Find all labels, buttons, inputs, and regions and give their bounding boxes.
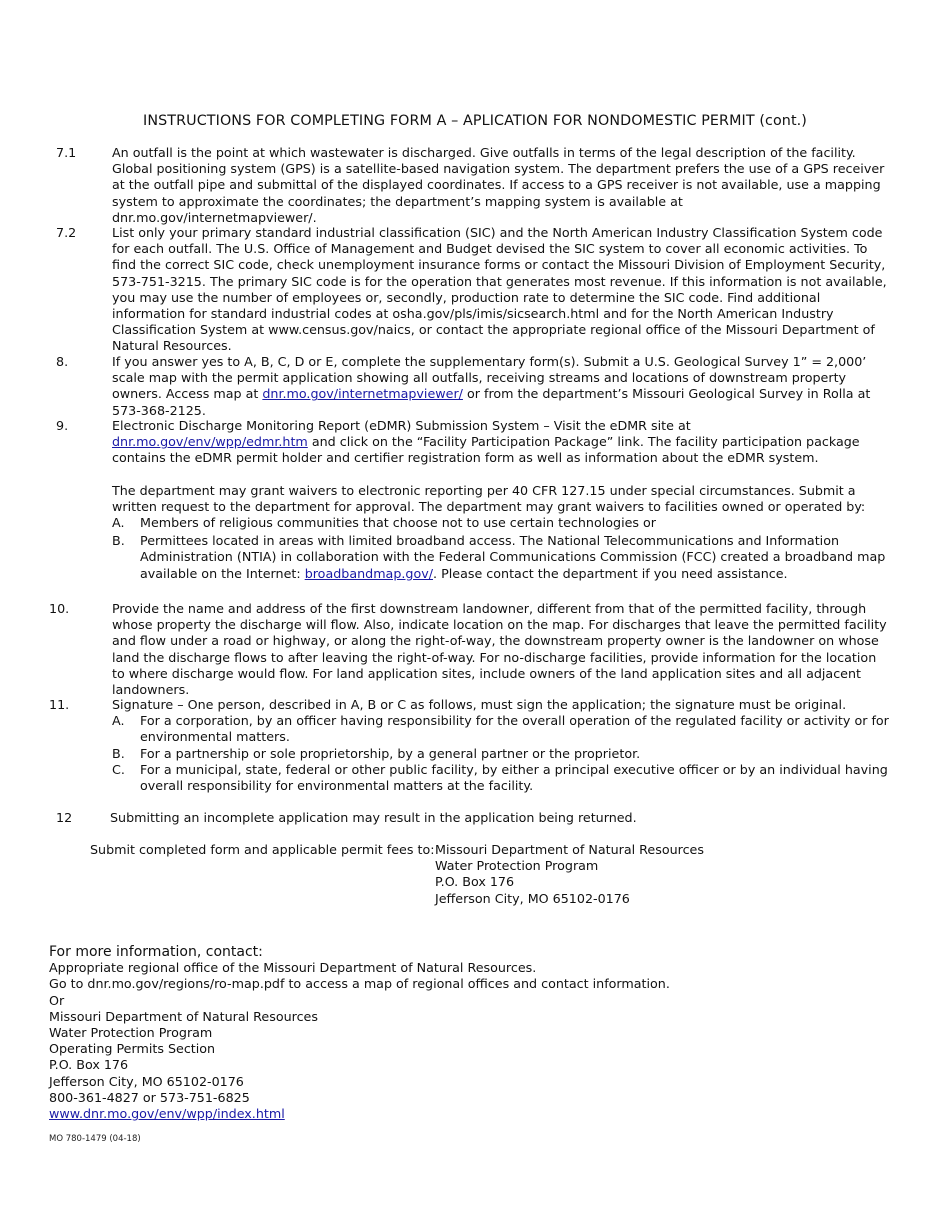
- sub-item-c: C. For a municipal, state, federal or other public facility, by either a principal executive officer or by an individual having overall responsibility for environmental matters at the facility.: [112, 761, 888, 794]
- contact-block: [49, 944, 849, 1122]
- item-text: An outfall is the point at which wastewater is discharged. Give outfalls in terms of the legal description of the facility. Global positioning system (GPS) is a satellite-based navigation system. The department prefers the use of a GPS receiver at the outfall pipe and submittal of the displayed coordinates. If access to a GPS receiver is not available, use a mapping system to approximate the coordinates; the department’s mapping system is available at dnr.mo.gov/internetmapviewer/.: [112, 145, 885, 225]
- item-number: 12: [56, 810, 73, 825]
- item-number: 11.: [49, 697, 70, 712]
- address-line: Missouri Department of Natural Resources: [435, 842, 704, 857]
- broadband-map-link[interactable]: broadbandmap.gov/: [304, 565, 434, 581]
- wpp-website-link[interactable]: www.dnr.mo.gov/env/wpp/index.html: [49, 1106, 285, 1122]
- item-number: 9.: [56, 418, 69, 433]
- item-number: 7.1: [56, 145, 77, 160]
- sub-item-a: A. For a corporation, by an officer having responsibility for the overall operation of the regulated facility or activity or for environmental matters.: [112, 713, 889, 745]
- waiver-text: The department may grant waivers to electronic reporting per 40 CFR 127.15 under special circumstances. Submit a written request to the department for approval. The department may grant waivers to facilities owned or operated by:: [112, 482, 866, 514]
- page-title: INSTRUCTIONS FOR COMPLETING FORM A – APLICATION FOR NONDOMESTIC PERMIT (cont.): [143, 113, 807, 129]
- item-text: Electronic Discharge Monitoring Report (eDMR) Submission System – Visit the eDMR site at dnr.mo.gov/env/wpp/edmr.htm and click on the “Facility Participation Package” link. The facility participation package contains the eDMR permit holder and certifier registration form as well as information about the eDMR system.: [112, 418, 860, 466]
- sub-item-b: B. Permittees located in areas with limited broadband access. The National Telecommunications and Information Administration (NTIA) in collaboration with the Federal Communications Commission (FCC) created a broadband map available on the Internet: broadbandmap.gov/. Please contact the department if you need assistance.: [112, 533, 886, 581]
- map-viewer-link[interactable]: dnr.mo.gov/internetmapviewer/: [262, 386, 463, 402]
- contact-line: Go to dnr.mo.gov/regions/ro-map.pdf to access a map of regional offices and contact information.: [49, 976, 670, 992]
- contact-line: Jefferson City, MO 65102-0176: [49, 1073, 244, 1089]
- address-line: Water Protection Program: [435, 858, 599, 874]
- item-text: Submitting an incomplete application may result in the application being returned.: [110, 810, 637, 825]
- submit-lead: Submit completed form and applicable permit fees to:: [90, 842, 435, 857]
- item-text: Provide the name and address of the first downstream landowner, different from that of the permitted facility, through whose property the discharge will flow. Also, indicate location on the map. For discharges that leave the permitted facility and flow under a road or highway, or along the right-of-way, the downstream property owner is the landowner on whose land the discharge flows to after leaving the right-of-way. For no-discharge facilities, provide information for the location to where discharge would flow. For land application sites, include owners of the land application sites and all adjacent landowners.: [112, 601, 887, 698]
- item-text: List only your primary standard industrial classification (SIC) and the North American Industry Classification System code for each outfall. The U.S. Office of Management and Budget devised the SIC system to cover all economic activities. To find the correct SIC code, check unemployment insurance forms or contact the Missouri Division of Employment Security, 573-751-3215. The primary SIC code is for the operation that generates most revenue. If this information is not available, you may use the number of employees or, secondly, production rate to determine the SIC code. Find additional information for standard industrial codes at osha.gov/pls/imis/sicsearch.html and for the North American Industry Classification System at www.census.gov/naics, or contact the appropriate regional office of the Missouri Department of Natural Resources.: [112, 225, 887, 354]
- sub-item-b: B. For a partnership or sole proprietorship, by a general partner or the proprietor.: [112, 745, 641, 761]
- item-text: If you answer yes to A, B, C, D or E, complete the supplementary form(s). Submit a U.S. Geological Survey 1” = 2,000’ scale map with the permit application showing all outfalls, receiving streams and locations of downstream property owners. Access map at dnr.mo.gov/internetmapviewer/ or from the department’s Missouri Geological Survey in Rolla at 573-368-2125.: [112, 354, 871, 418]
- contact-line: Operating Permits Section: [49, 1041, 216, 1057]
- form-number: MO 780-1479 (04-18): [49, 1134, 141, 1144]
- contact-line: Appropriate regional office of the Missouri Department of Natural Resources.: [49, 960, 537, 976]
- item-number: 10.: [49, 601, 70, 616]
- contact-line: Missouri Department of Natural Resources: [49, 1008, 318, 1024]
- mailing-address: [435, 842, 835, 907]
- contact-heading: For more information, contact:: [49, 944, 263, 960]
- item-number: 8.: [56, 354, 69, 369]
- edmr-link[interactable]: dnr.mo.gov/env/wpp/edmr.htm: [112, 434, 308, 450]
- contact-line: Water Protection Program: [49, 1025, 213, 1041]
- contact-line: Or: [49, 992, 65, 1008]
- address-line: P.O. Box 176: [435, 874, 515, 890]
- item-text: Signature – One person, described in A, B or C as follows, must sign the application; the signature must be original.: [112, 697, 847, 712]
- contact-phone: 800-361-4827 or 573-751-6825: [49, 1089, 250, 1105]
- sub-item-a: A. Members of religious communities that choose not to use certain technologies or: [112, 515, 657, 531]
- address-line: Jefferson City, MO 65102-0176: [435, 890, 630, 906]
- contact-line: P.O. Box 176: [49, 1057, 129, 1073]
- item-number: 7.2: [56, 225, 77, 240]
